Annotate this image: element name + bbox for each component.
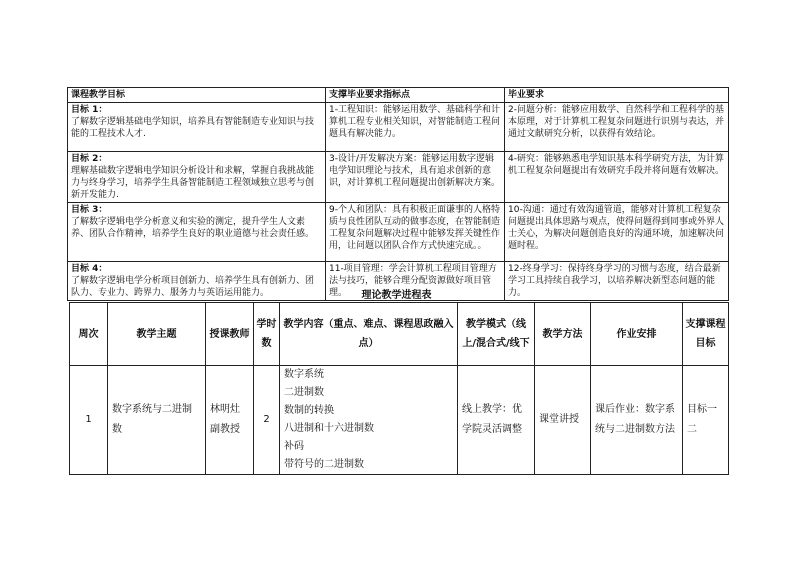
header-method: 教学方法 [535,303,591,366]
objectives-header-row [68,88,729,103]
objective-text: 理解基础数字逻辑电学知识分析设计和求解，掌握自我挑战能力与终身学习，培养学生具备智能制造工程领域独立思考与创新开发能力. [71,166,315,200]
indicator-cell: 1-工程知识：能够运用数学、基础科学和计算机工程专业相关知识，对智能制造工程问题具有解决能力。 [326,103,505,152]
objective-text: 了解数字逻辑电学分析意义和实验的测定，提升学生人文素养、团队合作精神，培养学生良好的职业道德与社会责任感。 [71,217,315,239]
schedule-header-row [70,303,729,366]
header-topic: 教学主题 [108,303,206,366]
requirement-cell: 10-沟通：通过有效沟通管道，能够对计算机工程复杂问题提出具体思路与观点，使得问题得到同事或外界人士关心，为解决问题创造良好的沟通环境，加速解决问题时程。 [505,203,729,262]
header-indicator: 支撑毕业要求指标点 [326,88,505,103]
objective-row [68,103,729,152]
objectives-table [67,87,729,301]
indicator-cell: 11-项目管理：学会计算机工程项目管理方法与技巧，能够合理分配资源做好项目管理。 [326,262,505,301]
objective-text: 了解数字逻辑基础电学知识，培养具有智能制造专业知识与技能的工程技术人才. [71,117,315,139]
indicator-cell: 3-设计/开发解决方案：能够运用数字逻辑电学知识理论与技术，具有追求创新的意识，对计算机工程问题提出创新解决方案。 [326,152,505,203]
teacher-cell: 林明灶副教授 [206,366,254,475]
content-item: 八进制和十六进制数 [284,423,374,434]
schedule-table-title: 理论教学进程表 [361,290,432,301]
header-homework: 作业安排 [591,303,683,366]
topic-cell: 数字系统与二进制数 [108,366,206,475]
week-cell: 1 [70,366,108,475]
schedule-row [70,366,729,475]
indicator-cell: 9-个人和团队：具有积极正面谦事的人格特质与良性团队互动的做事态度，在智能制造工程复杂问题解决过程中能够发挥关键性作用，让问题以团队合作方式快速完成。。 [326,203,505,262]
objective-title: 目标 2： [71,154,108,164]
header-graduation-requirement: 毕业要求 [505,88,729,103]
hours-cell: 2 [254,366,280,475]
header-week: 周次 [70,303,108,366]
objective-title: 目标 4： [71,264,108,274]
homework-cell: 课后作业：数字系统与二进制数方法 [591,366,683,475]
mode-cell: 线上教学：优学院灵活调整 [458,366,535,475]
content-cell [280,366,458,475]
target-cell: 目标一二 [683,366,729,475]
content-item: 数字系统 [284,369,324,380]
requirement-cell: 4-研究：能够熟悉电学知识基本科学研究方法，为计算机工程复杂问题提出有效研究手段并将问题有效解决。 [505,152,729,203]
content-item: 数制的转换 [284,405,334,416]
content-item: 二进制数 [284,387,324,398]
objective-row [68,203,729,262]
schedule-table [69,302,729,475]
requirement-cell: 12-终身学习：保持终身学习的习惯与态度，结合最新学习工具持续自我学习，以培养解决新型态问题的能力。 [505,262,729,301]
header-mode: 教学模式（线上/混合式/线下 [458,303,535,366]
header-content: 教学内容（重点、难点、课程思政融入点） [280,303,458,366]
objective-cell [68,103,326,152]
header-course-objective: 课程教学目标 [68,88,326,103]
header-teacher: 授课教师 [206,303,254,366]
objective-title: 目标 1： [71,105,108,115]
method-cell: 课堂讲授 [535,366,591,475]
objective-text: 了解数字逻辑电学分析项目创新力、培养学生具有创新力、团队力、专业力、跨界力、服务力与英语运用能力。 [71,276,315,298]
content-item: 补码 [284,441,304,452]
objective-row [68,152,729,203]
header-target: 支撑课程目标 [683,303,729,366]
objective-title: 目标 3： [71,205,108,215]
requirement-cell: 2-问题分析：能够应用数学、自然科学和工程科学的基本原理，对于计算机工程复杂问题进行识别与表达，并通过文献研究分析，以获得有效结论。 [505,103,729,152]
objective-cell [68,203,326,262]
content-item: 带符号的二进制数 [284,459,364,470]
content-list [284,366,453,474]
header-hours: 学时数 [254,303,280,366]
objective-cell [68,152,326,203]
